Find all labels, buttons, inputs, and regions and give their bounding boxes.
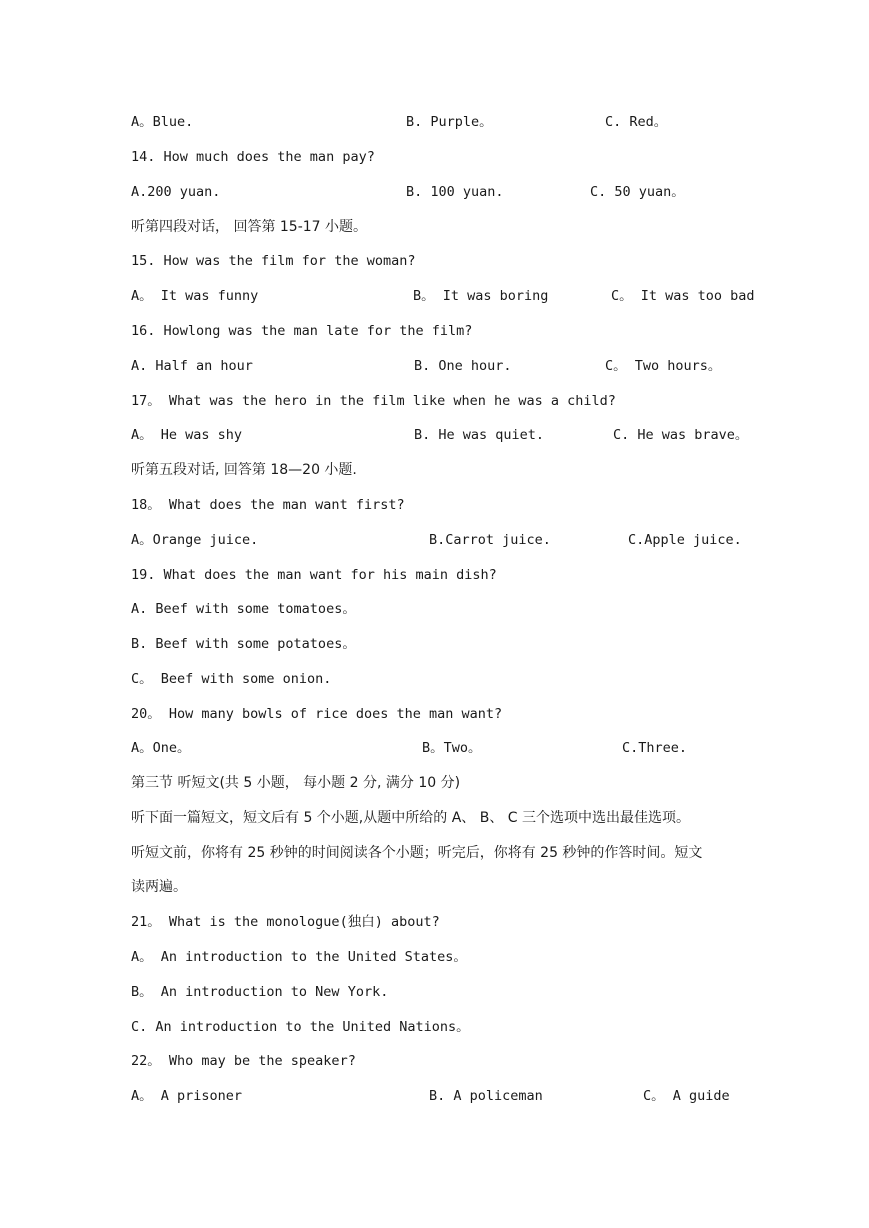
options-row — [0, 528, 869, 552]
question-18: 18。 What does the man want first? — [131, 497, 405, 513]
options-row — [0, 354, 869, 378]
option-line: B. Beef with some potatoes。 — [131, 636, 356, 652]
option-c: C. Red。 — [605, 114, 668, 130]
option-c: C。 Two hours。 — [605, 358, 722, 374]
question-15: 15. How was the film for the woman? — [131, 253, 416, 269]
question-20: 20。 How many bowls of rice does the man want? — [131, 706, 503, 722]
options-row — [0, 1084, 869, 1108]
option-c: C。 It was too bad — [611, 288, 755, 304]
option-c: C。 A guide — [643, 1088, 730, 1104]
option-b: B. 100 yuan. — [406, 184, 504, 200]
options-row — [0, 180, 869, 204]
question-16: 16. Howlong was the man late for the film? — [131, 323, 473, 339]
option-c: C.Three. — [622, 740, 688, 756]
option-line: A. Beef with some tomatoes。 — [131, 601, 356, 617]
section-instruction: 听第四段对话， 回答第 15-17 小题。 — [131, 219, 368, 235]
option-a: A。 A prisoner — [131, 1088, 243, 1104]
options-row — [0, 736, 869, 760]
options-row — [0, 423, 869, 447]
option-a: A。 It was funny — [131, 288, 259, 304]
option-c: C.Apple juice. — [628, 532, 742, 548]
option-b: B. He was quiet. — [414, 427, 545, 443]
options-row — [0, 284, 869, 308]
option-a: A。Orange juice. — [131, 532, 259, 548]
instruction-text: 读两遍。 — [131, 879, 187, 895]
option-c: C. He was brave。 — [613, 427, 749, 443]
question-19: 19. What does the man want for his main dish? — [131, 567, 497, 583]
option-b: B. Purple。 — [406, 114, 493, 130]
option-b: B。Two。 — [422, 740, 482, 756]
option-line: A。 An introduction to the United States。 — [131, 949, 467, 965]
instruction-text: 听下面一篇短文，短文后有 5 个小题,从题中所给的 A、 B、 C 三个选项中选出最佳选项。 — [131, 810, 691, 826]
option-a: A。Blue. — [131, 114, 194, 130]
option-a: A。One。 — [131, 740, 191, 756]
option-a: A. Half an hour — [131, 358, 253, 374]
option-line: C。 Beef with some onion. — [131, 671, 332, 687]
option-a: A.200 yuan. — [131, 184, 221, 200]
option-line: C. An introduction to the United Nations。 — [131, 1019, 470, 1035]
instruction-text: 听短文前，你将有 25 秒钟的时间阅读各个小题；听完后，你将有 25 秒钟的作答时间。短文 — [131, 845, 703, 861]
option-b: B. One hour. — [414, 358, 512, 374]
options-row — [0, 110, 869, 134]
option-a: A。 He was shy — [131, 427, 243, 443]
option-line: B。 An introduction to New York. — [131, 984, 389, 1000]
question-22: 22。 Who may be the speaker? — [131, 1053, 356, 1069]
option-b: B.Carrot juice. — [429, 532, 551, 548]
option-b: B. A policeman — [429, 1088, 543, 1104]
section-heading: 第三节 听短文(共 5 小题， 每小题 2 分, 满分 10 分) — [131, 775, 461, 791]
section-instruction: 听第五段对话, 回答第 18—20 小题. — [131, 462, 357, 478]
option-c: C. 50 yuan。 — [590, 184, 685, 200]
question-17: 17。 What was the hero in the film like when he was a child? — [131, 393, 616, 409]
question-14: 14. How much does the man pay? — [131, 149, 375, 165]
question-21: 21。 What is the monologue(独白) about? — [131, 914, 440, 930]
option-b: B。 It was boring — [413, 288, 549, 304]
